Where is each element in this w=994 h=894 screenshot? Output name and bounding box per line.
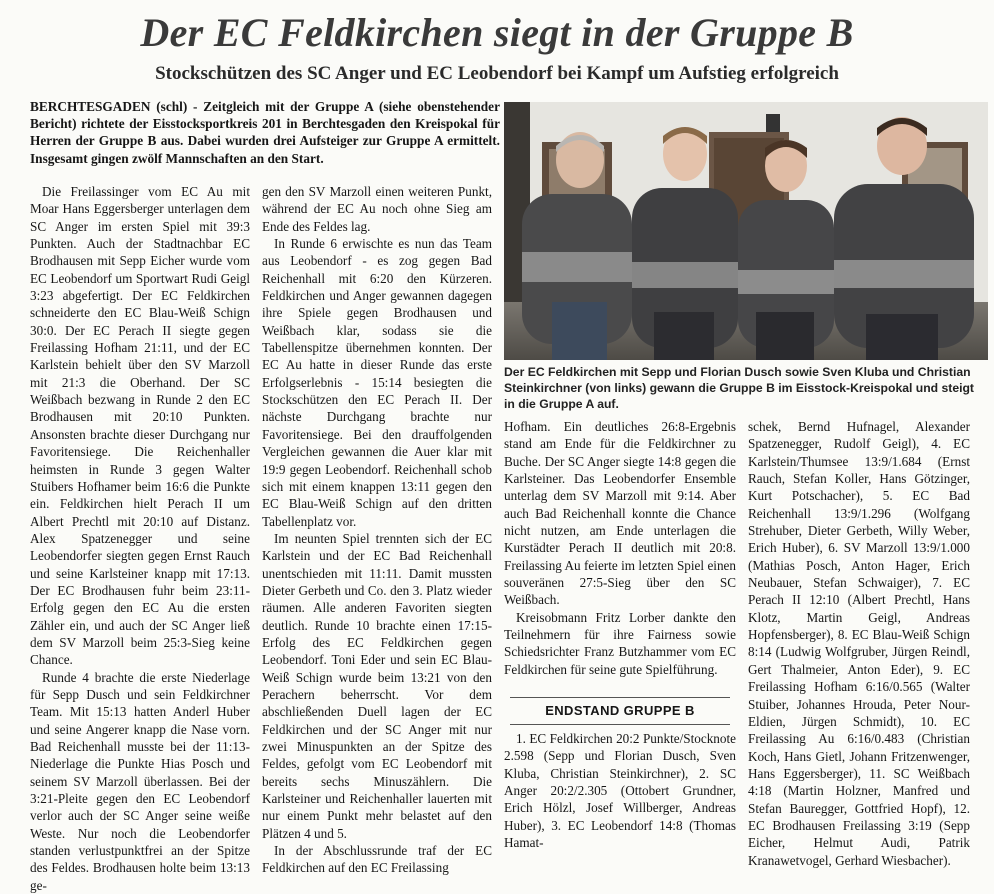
dateline: BERCHTESGADEN (schl) - (30, 99, 198, 114)
group-photo-icon (504, 102, 988, 360)
text-column-3 (504, 418, 736, 678)
paragraph: Kreisobmann Fritz Lorber dankte den Teilnehmern für ihre Fairness sowie Schiedsrichter Franz Butzhammer vom EC Feldkirchen für seine gute Spielführung. (504, 609, 736, 677)
paragraph: In der Abschlussrunde traf der EC Feldkirchen auf den EC Freilassing (262, 843, 492, 876)
paragraph: Die Freilassinger vom EC Au mit Moar Hans Eggersberger unterlagen dem SC Anger im ersten Spiel mit 39:3 Punkten. Auch der Stadtnachbar EC Brodhausen mit Sepp Eicher wurde vom EC Leobendorf um Sportwart Rudi Geigl 3:23 abgefertigt. Der EC Feldkirchen schneiderte den EC Blau-Weiß Schign 30:0. Der EC Perach II siegte gegen Freilassing Hofham 21:11, und der EC Karlstein behielt über den SV Marzoll mit 21:3 die Oberhand. Der SC Weißbach bezwang in Runde 2 den EC Brodhausen mit 20:10 Punkten. Ansonsten brachte dieser Durchgang nur Favoritensiege. Die Reichenhaller heimsten in Runde 3 gegen Walter Stuibers Hofhamer beim 16:6 die Punkte ein. Feldkirchen hielt Perach II um Albert Prechtl mit 20:10 auf Distanz. Alex Spatzenegger und seine Leobendorfer siegten gegen Ernst Rauch und seine Karlsteiner knapp mit 17:13. Der EC Brodhausen fuhr beim 23:11-Erfolg gegen den EC Au die ersten Zähler ein, und auch der SC Anger ließ dem SV Marzoll beim 25:3-Sieg keine Chance. (30, 184, 250, 668)
standings-text: 1. EC Feldkirchen 20:2 Punkte/Stocknote 2.598 (Sepp und Florian Dusch, Sven Kluba, Christian Steinkirchner), 2. SC Anger 20:2/2.305 (Ottobert Grundner, Erich Hölzl, Josef Willberger, Andreas Huber), 3. EC Leobendorf 14:8 (Thomas Hamat- (504, 731, 736, 851)
paragraph: Im neunten Spiel trennten sich der EC Karlstein und der EC Bad Reichenhall unentschieden mit 11:11. Damit mussten Dieter Gerbeth und Co. den 3. Platz wieder räumen. Alle anderen Favoriten siegten deutlich. Runde 10 brachte einen 17:15-Erfolg des EC Feldkirchen gegen Leobendorf. Toni Eder und sein EC Blau-Weiß Schign wurde beim 13:21 von den Perachern beherrscht. Vor dem abschließenden Duell lagen der EC Feldkirchen und der SC Anger mit nur zwei Minuspunkten an der Spitze des Feldes, gefolgt vom EC Leobendorf mit bereits sechs Minuszählern. Die Karlsteiner und Reichenhaller lauerten mit nur einem Punkt mehr belastet auf den Plätzen 4 und 5. (262, 530, 492, 841)
photo-caption: Der EC Feldkirchen mit Sepp und Florian Dusch sowie Sven Kluba und Christian Steinkirchner (von links) gewann die Gruppe B im Eisstock-Kreispokal und steigt in die Gruppe A auf. (504, 365, 974, 411)
standings-text: schek, Bernd Hufnagel, Alexander Spatzenegger, Rudolf Geigl), 4. EC Karlstein/Thumsee 13:9/1.684 (Ernst Rauch, Stefan Koller, Hans Götzinger, Kurt Potschacher), 5. EC Bad Reichenhall 13:9/1.296 (Wolfgang Strehuber, Dieter Gerbeth, Willy Weber, Erich Huber), 6. SV Marzoll 13:9/1.000 (Mathias Posch, Anton Hager, Erich Neubauer, Stefan Schwaiger), 7. EC Perach II 12:10 (Albert Prechtl, Hans Klotz, Martin Geigl, Andreas Hopfensberger), 8. EC Blau-Weiß Schign 8:14 (Ludwig Wolfgruber, Jürgen Reindl, Gert Thalmeier, Anton Eder), 9. EC Freilassing Hofham 6:16/0.565 (Walter Stuiber, Johannes Hrouda, Peter Nour-Eldien, Jürgen Schmidt), 10. EC Freilassing Au 6:16/0.483 (Christian Koch, Hans Gietl, Johann Fritzenwenger, Hans Eggersberger), 11. SC Weißbach 4:18 (Martin Holzner, Manfred und Stefan Bauregger, Gottfried Hopf), 12. EC Brodhausen Freilassing 3:19 (Sepp Eicher, Helmut Audi, Patrik Kranawetvogel, Gerhard Wiesbacher). (748, 419, 970, 868)
article-lead (30, 98, 500, 167)
article-subheadline: Stockschützen des SC Anger und EC Leobendorf bei Kampf um Aufstieg erfolgreich (155, 63, 839, 84)
lead-text: Zeitgleich mit der Gruppe A (siehe obenstehender Bericht) richtete der Eisstocksportkreis 201 in Berchtesgaden den Kreispokal für Herren der Gruppe B aus. Dabei wurden drei Aufsteiger zur Gruppe A ermittelt. Insgesamt gingen zwölf Mannschaften an den Start. (30, 99, 500, 166)
article-headline: Der EC Feldkirchen siegt in der Gruppe B (140, 10, 854, 55)
standings-list-part-2 (748, 418, 970, 869)
text-column-2 (262, 183, 492, 877)
paragraph: Hofham. Ein deutliches 26:8-Ergebnis stand am Ende für die Feldkirchner zu Buche. Der SC Anger siegte 14:8 gegen die Karlsteiner. Das Leobendorfer Ensemble unterlag dem SV Marzoll mit 9:14. Aber auch Bad Reichenhall konnte die Chance nicht nutzen, am Ende unterlagen die Kurstädter Perach II deutlich mit 20:8. Freilassing Au feierte im letzten Spiel einen souveränen 27:5-Sieg über den SC Weißbach. (504, 419, 736, 608)
standings-title: ENDSTAND GRUPPE B (510, 697, 730, 725)
text-column-1 (30, 183, 250, 894)
team-photo (504, 102, 988, 360)
paragraph: gen den SV Marzoll einen weiteren Punkt, während der EC Au noch ohne Sieg am Ende des Feldes lag. (262, 184, 492, 234)
standings-list-part-1 (504, 730, 736, 851)
paragraph: Runde 4 brachte die erste Niederlage für Sepp Dusch und sein Feldkirchner Team. Mit 15:13 hatten Anderl Huber und seine Angerer knapp die Nase vorn. Bad Reichenhall musste bei der 11:13-Niederlage die Punkte Hias Posch und seinem SV Marzoll überlassen. Bei der 3:21-Pleite gegen den EC Leobendorf verlor auch der SC Anger seine weiße Weste. Nur noch die Leobendorfer standen verlustpunktfrei an der Spitze des Feldes. Brodhausen holte beim 13:13 ge- (30, 669, 250, 893)
paragraph: In Runde 6 erwischte es nun das Team aus Leobendorf - es zog gegen Bad Reichenhall mit 6:20 den Kürzeren. Feldkirchen und Anger gewannen dagegen ihre Spiele gegen Brodhausen und Weißbach klar, sodass sie die Tabellenspitze übernehmen konnten. Der EC Au hatte in dieser Runde das erste Erfolgserlebnis - 15:14 besiegten die Stockschützen den EC Perach II. Der nächste Durchgang brachte nur Favoritensiege. Bei den drauffolgenden Vergleichen gewannen die Auer klar mit 19:9 gegen Leobendorf. Reichenhall schob sich mit einem knappen 13:11 gegen den EC Blau-Weiß Schign auf den dritten Tabellenplatz vor. (262, 236, 492, 529)
